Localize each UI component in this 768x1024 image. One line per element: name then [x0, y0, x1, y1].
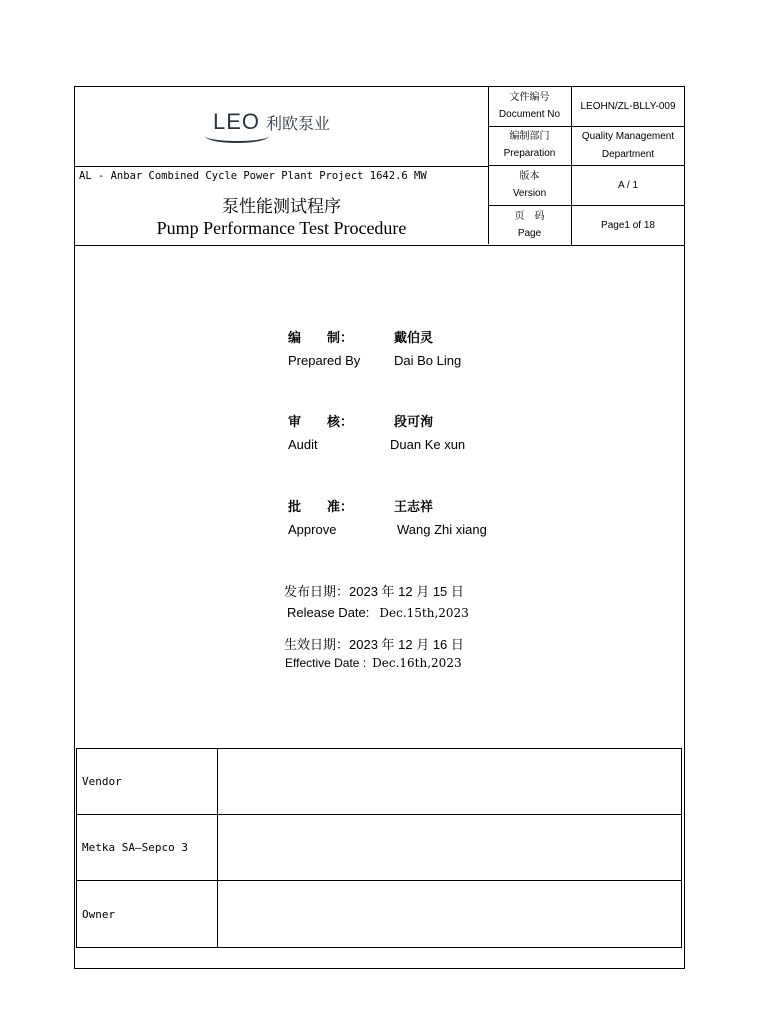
page-label-cell — [488, 206, 572, 245]
logo-mark — [213, 109, 260, 135]
version-label-cell — [488, 166, 572, 206]
release-date-value: Dec.15th,2023 — [379, 606, 469, 620]
preparation-value-cell — [572, 127, 684, 166]
doc-no-label-cell — [488, 87, 572, 127]
party-value-cell — [217, 749, 681, 814]
approve-name-cn: 王志祥 — [394, 499, 434, 514]
prepared-label-en: Prepared By — [288, 353, 361, 368]
preparation-value: Quality Management Department — [581, 131, 675, 160]
parties-table — [76, 748, 682, 948]
logo-text: LEO — [213, 109, 261, 134]
version-value: A / 1 — [617, 180, 638, 191]
release-date-en — [287, 605, 469, 620]
page-label-en: Page — [517, 228, 542, 239]
document-header — [75, 87, 684, 246]
version-label-en: Version — [512, 188, 547, 199]
doc-no-label-cn: 文件编号 — [509, 92, 550, 103]
release-date-label: Release Date: — [287, 605, 370, 620]
vendor-label: Vendor — [82, 775, 122, 788]
release-date-cn: 发布日期：2023 年 12 月 15 日 — [284, 584, 464, 599]
logo-arc-icon — [205, 129, 269, 143]
party-label-cell — [77, 749, 218, 814]
version-label-cn: 版本 — [519, 171, 540, 182]
table-row — [77, 815, 681, 881]
page-value-cell — [572, 206, 684, 245]
contractor-label: Metka SA—Sepco 3 — [82, 841, 188, 854]
preparation-label-en: Preparation — [503, 148, 556, 159]
doc-no-value-cell — [572, 87, 684, 127]
party-label-cell — [77, 815, 218, 880]
owner-label: Owner — [82, 907, 116, 921]
preparation-label-cn: 编制部门 — [509, 131, 550, 142]
party-label-cell — [77, 881, 218, 947]
audit-name-en: Duan Ke xun — [390, 437, 466, 452]
effective-date-en — [285, 656, 462, 670]
table-row — [77, 881, 681, 947]
project-name: AL - Anbar Combined Cycle Power Plant Project 1642.6 MW — [79, 170, 427, 182]
audit-label-cn: 审 核： — [288, 414, 354, 429]
company-logo — [213, 109, 330, 135]
page-value: Page1 of 18 — [601, 220, 655, 231]
title-cn: 泵性能测试程序 — [222, 197, 341, 216]
doc-no-value: LEOHN/ZL-BLLY-009 — [580, 100, 676, 112]
doc-no-label-en: Document No — [498, 109, 561, 120]
title-en: Pump Performance Test Procedure — [156, 218, 407, 238]
table-row — [77, 749, 681, 815]
preparation-label-cell — [488, 127, 572, 166]
version-value-cell — [572, 166, 684, 206]
prepared-name-en: Dai Bo Ling — [394, 353, 462, 368]
logo-cell — [75, 87, 489, 167]
effective-date-value: Dec.16th,2023 — [372, 656, 462, 670]
logo-cn-text: 利欧泵业 — [266, 115, 331, 133]
title-cell — [75, 166, 489, 244]
effective-date-label: Effective Date : — [285, 656, 367, 670]
audit-label-en: Audit — [288, 437, 318, 452]
party-value-cell — [217, 815, 681, 880]
audit-name-cn: 段可洵 — [394, 414, 434, 429]
approve-name-en: Wang Zhi xiang — [397, 522, 487, 537]
page-label-cn: 页 码 — [514, 211, 545, 222]
prepared-name-cn: 戴伯灵 — [394, 330, 434, 345]
approve-label-en: Approve — [288, 522, 337, 537]
approve-label-cn: 批 准： — [288, 499, 354, 514]
party-value-cell — [217, 881, 681, 947]
prepared-label-cn: 编 制： — [288, 330, 354, 345]
effective-date-cn: 生效日期：2023 年 12 月 16 日 — [284, 637, 464, 652]
